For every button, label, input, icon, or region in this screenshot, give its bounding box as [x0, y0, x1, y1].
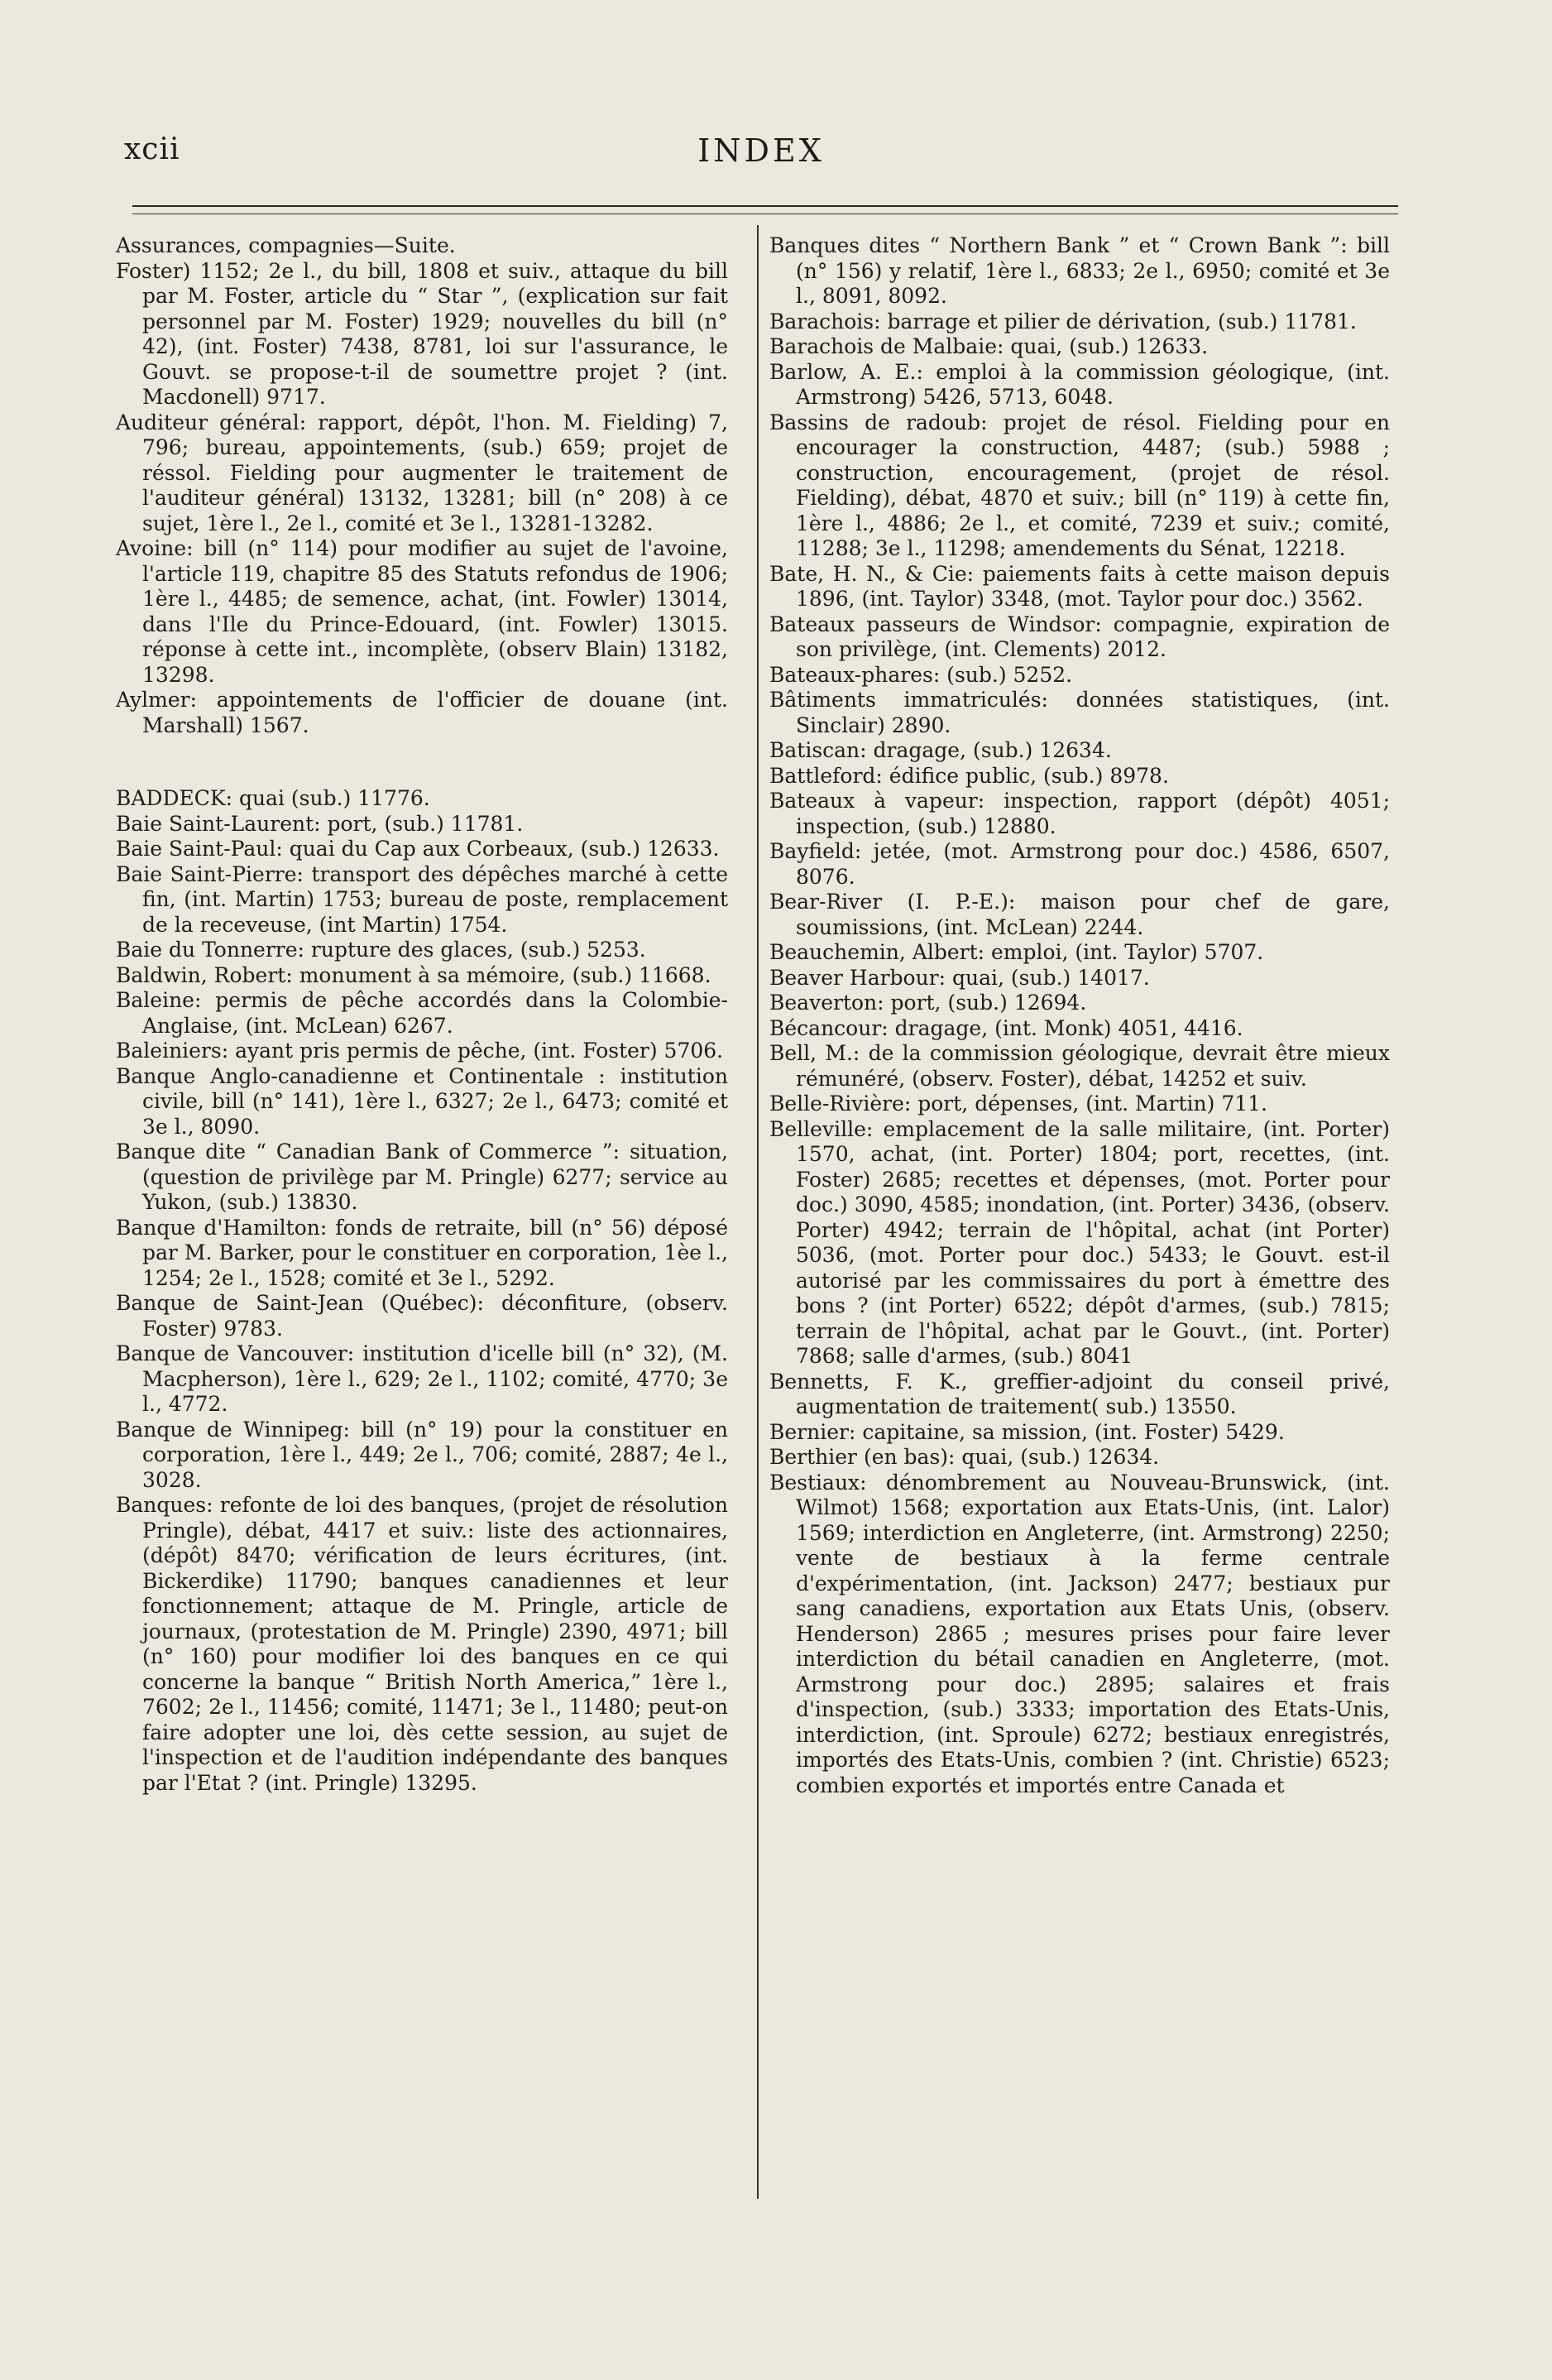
- index-entry: Bestiaux: dénombrement au Nouveau-Brunswick, (int. Wilmot) 1568; exportation aux Etats-Unis, (int. Lalor) 1569; interdiction en Angleterre, (int. Armstrong) 2250; vente de bestiaux à la ferme centrale d'expérimentation, (int. Jackson) 2477; bestiaux pur sang canadiens, exportation aux Etats Unis, (observ. Henderson) 2865 ; mesures prises pour faire lever interdiction du bétail canadien en Angleterre, (mot. Armstrong pour doc.) 2895; salaires et frais d'inspection, (sub.) 3333; importation des Etats-Unis, interdiction, (int. Sproule) 6272; bestiaux enregistrés, importés des Etats-Unis, combien ? (int. Christie) 6523; combien exportés et importés entre Canada et: [769, 1470, 1390, 1797]
- index-entry: Baleiniers: ayant pris permis de pêche, (int. Foster) 5706.: [116, 1039, 724, 1063]
- index-entry: Baie du Tonnerre: rupture des glaces, (sub.) 5253.: [116, 938, 646, 962]
- index-entry: Banque de Saint-Jean (Québec): déconfiture, (observ. Foster) 9783.: [116, 1291, 728, 1341]
- index-entry: Banques dites “ Northern Bank ” et “ Crown Bank ”: bill (n° 156) y relatif, 1ère l., 6833; 2e l., 6950; comité et 3e l., 8091, 8092.: [769, 233, 1390, 308]
- index-column-right: [769, 233, 1390, 1798]
- index-entry: Barachois de Malbaie: quai, (sub.) 12633.: [769, 334, 1209, 358]
- index-entry: Baldwin, Robert: monument à sa mémoire, (sub.) 11668.: [116, 962, 711, 987]
- index-entry: Avoine: bill (n° 114) pour modifier au sujet de l'avoine, l'article 119, chapitre 85 des Statuts refondus de 1906; 1ère l., 4485; de semence, achat, (int. Fowler) 13014, dans l'Ile du Prince-Edouard, (int. Fowler) 13015. réponse à cette int., incomplète, (observ Blain) 13182, 13298.: [116, 536, 728, 687]
- index-entry: Battleford: édifice public, (sub.) 8978.: [769, 763, 1169, 788]
- index-entry: Beauchemin, Albert: emploi, (int. Taylor) 5707.: [769, 940, 1264, 964]
- index-entry: Baie Saint-Paul: quai du Cap aux Corbeaux, (sub.) 12633.: [116, 837, 720, 861]
- index-entry: Berthier (en bas): quai, (sub.) 12634.: [769, 1445, 1160, 1469]
- index-entry: Banque de Winnipeg: bill (n° 19) pour la constituer en corporation, 1ère l., 449; 2e l., 706; comité, 2887; 4e l., 3028.: [116, 1417, 728, 1492]
- index-entry: Bate, H. N., & Cie: paiements faits à cette maison depuis 1896, (int. Taylor) 3348, (mot. Taylor pour doc.) 3562.: [769, 561, 1390, 611]
- index-entry: Bateaux à vapeur: inspection, rapport (dépôt) 4051; inspection, (sub.) 12880.: [769, 789, 1390, 838]
- column-divider: [757, 225, 759, 2199]
- index-entry: Foster) 1152; 2e l., du bill, 1808 et suiv., attaque du bill par M. Foster, article du “ Star ”, (explication sur fait personnel par M. Foster) 1929; nouvelles du bill (n° 42), (int. Foster) 7438, 8781, loi sur l'assurance, le Gouvt. se propose-t-il de soumettre projet ? (int. Macdonell) 9717.: [116, 258, 728, 409]
- index-entry: Banque dite “ Canadian Bank of Commerce ”: situation, (question de privilège par M. Pringle) 6277; service au Yukon, (sub.) 13830.: [116, 1140, 728, 1214]
- index-entry: Banque de Vancouver: institution d'icelle bill (n° 32), (M. Macpherson), 1ère l., 629; 2e l., 1102; comité, 4770; 3e l., 4772.: [116, 1341, 728, 1416]
- index-entry: BADDECK: quai (sub.) 11776.: [116, 786, 430, 810]
- header-rule-top: [132, 205, 1398, 207]
- index-entry: Beaver Harbour: quai, (sub.) 14017.: [769, 965, 1150, 990]
- index-entry: Baie Saint-Laurent: port, (sub.) 11781.: [116, 811, 524, 836]
- index-entry: Belleville: emplacement de la salle militaire, (int. Porter) 1570, achat, (int. Porter) 1804; port, recettes, (int. Foster) 2685; recettes et dépenses, (mot. Porter pour doc.) 3090, 4585; inondation, (int. Porter) 3436, (observ. Porter) 4942; terrain de l'hôpital, achat (int Porter) 5036, (mot. Porter pour doc.) 5433; le Gouvt. est-il autorisé par les commissaires du port à émettre des bons ? (int Porter) 6522; dépôt d'armes, (sub.) 7815; terrain de l'hôpital, achat par le Gouvt., (int. Porter) 7868; salle d'armes, (sub.) 8041: [769, 1116, 1390, 1368]
- index-entry: Assurances, compagnies—Suite.: [116, 233, 456, 257]
- index-entry: Bassins de radoub: projet de résol. Fielding pour en encourager la construction, 4487; (sub.) 5988 ; construction, encouragement, (projet de résol. Fielding), débat, 4870 et suiv.; bill (n° 119) à cette fin, 1ère l., 4886; 2e l., et comité, 7239 et suiv.; comité, 11288; 3e l., 11298; amendements du Sénat, 12218.: [769, 410, 1390, 560]
- page-header: [124, 132, 1398, 182]
- index-entry: Baie Saint-Pierre: transport des dépêches marché à cette fin, (int. Martin) 1753; bureau de poste, remplacement de la receveuse, (int Martin) 1754.: [116, 861, 728, 937]
- page-title: INDEX: [697, 132, 825, 169]
- index-entry: Auditeur général: rapport, dépôt, l'hon. M. Fielding) 7, 796; bureau, appointements, (sub.) 659; projet de réssol. Fielding pour augmenter le traitement de l'auditeur général) 13132, 13281; bill (n° 208) à ce sujet, 1ère l., 2e l., comité et 3e l., 13281-13282.: [116, 410, 728, 535]
- index-column-left: [116, 233, 728, 1796]
- index-entry: Banques: refonte de loi des banques, (projet de résolution Pringle), débat, 4417 et suiv.: liste des actionnaires, (dépôt) 8470; vérification de leurs écritures, (int. Bickerdike) 11790; banques canadiennes et leur fonctionnement; attaque de M. Pringle, article de journaux, (protestation de M. Pringle) 2390, 4971; bill (n° 160) pour modifier loi des banques en ce qui concerne la banque “ British North America,” 1ère l., 7602; 2e l., 11456; comité, 11471; 3e l., 11480; peut-on faire adopter une loi, dès cette session, au sujet de l'inspection et de l'audition indépendante des banques par l'Etat ? (int. Pringle) 13295.: [116, 1493, 728, 1795]
- index-entry: Batiscan: dragage, (sub.) 12634.: [769, 738, 1112, 762]
- index-entry: Belle-Rivière: port, dépenses, (int. Martin) 711.: [769, 1092, 1267, 1116]
- index-entry: Beaverton: port, (sub.) 12694.: [769, 991, 1087, 1015]
- index-entry: Bateaux-phares: (sub.) 5252.: [769, 662, 1073, 687]
- index-entry: Banque d'Hamilton: fonds de retraite, bill (n° 56) déposé par M. Barker, pour le constituer en corporation, 1èe l., 1254; 2e l., 1528; comité et 3e l., 5292.: [116, 1215, 728, 1290]
- index-entry: Barachois: barrage et pilier de dérivation, (sub.) 11781.: [769, 309, 1357, 333]
- index-entry: Bayfield: jetée, (mot. Armstrong pour doc.) 4586, 6507, 8076.: [769, 839, 1390, 889]
- index-entry: Banque Anglo-canadienne et Continentale : institution civile, bill (n° 141), 1ère l., 6327; 2e l., 6473; comité et 3e l., 8090.: [116, 1063, 728, 1139]
- index-entry: Bell, M.: de la commission géologique, devrait être mieux rémunéré, (observ. Foster), débat, 14252 et suiv.: [769, 1041, 1390, 1091]
- index-entry: Bateaux passeurs de Windsor: compagnie, expiration de son privilège, (int. Clements) 2012.: [769, 612, 1390, 661]
- index-entry: Bennetts, F. K., greffier-adjoint du conseil privé, augmentation de traitement( sub.) 13550.: [769, 1369, 1390, 1418]
- index-entry: Bear-River (I. P.-E.): maison pour chef de gare, soumissions, (int. McLean) 2244.: [769, 890, 1390, 939]
- page-number: xcii: [124, 132, 180, 166]
- index-entry: Baleine: permis de pêche accordés dans la Colombie-Anglaise, (int. McLean) 6267.: [116, 988, 728, 1038]
- index-entry: Bécancour: dragage, (int. Monk) 4051, 4416.: [769, 1015, 1243, 1040]
- index-entry: Bernier: capitaine, sa mission, (int. Foster) 5429.: [769, 1419, 1285, 1444]
- index-entry: Bâtiments immatriculés: données statistiques, (int. Sinclair) 2890.: [769, 688, 1390, 737]
- index-entry: Barlow, A. E.: emploi à la commission géologique, (int. Armstrong) 5426, 5713, 6048.: [769, 359, 1390, 409]
- index-entry: Aylmer: appointements de l'officier de douane (int. Marshall) 1567.: [116, 688, 728, 737]
